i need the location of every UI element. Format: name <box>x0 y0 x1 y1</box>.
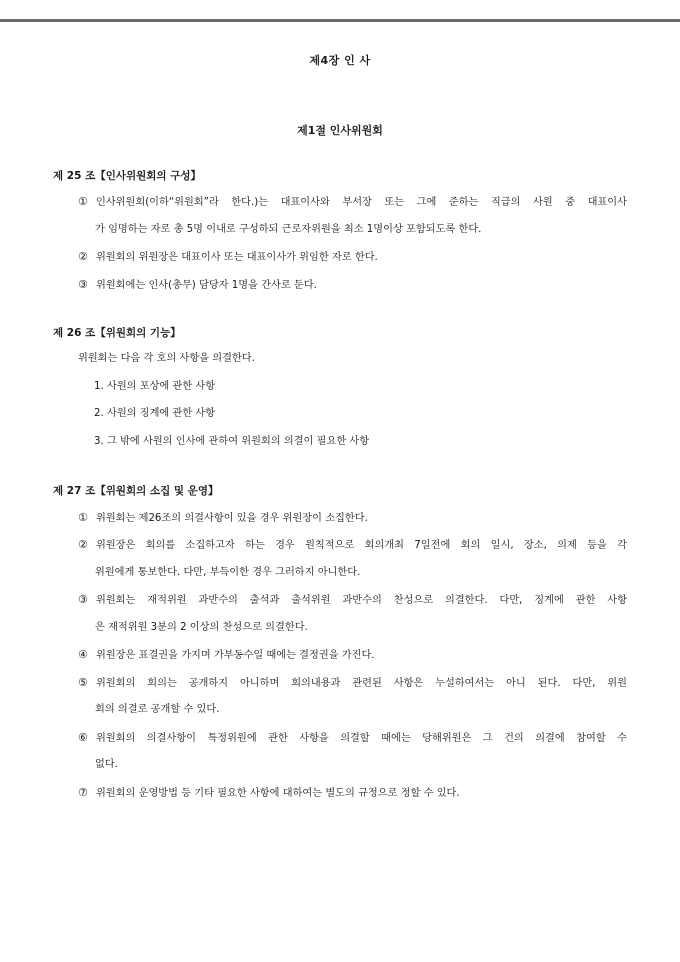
article-27-item-6-cont: 없다. <box>95 759 118 770</box>
article-27-item-5-cont: 회의 의결로 공개할 수 있다. <box>95 704 220 715</box>
item-marker: ① <box>78 511 88 524</box>
chapter-title: 제4장 인 사 <box>309 54 371 67</box>
item-marker: ③ <box>78 593 88 606</box>
item-marker: ③ <box>78 278 88 291</box>
item-marker: ② <box>78 250 88 263</box>
article-27-heading: 제 27 조【위원회의 소집 및 운영】 <box>53 485 219 497</box>
article-26-intro: 위원회는 다음 각 호의 사항을 의결한다. <box>78 353 255 364</box>
section-title: 제1절 인사위원회 <box>297 124 383 137</box>
item-marker: ① <box>78 195 88 208</box>
item-marker: ② <box>78 538 88 551</box>
article-27-item-5: ⑤ 위원회의 회의는 공개하지 아니하며 회의내용과 관련된 사항은 누설하여서는 아니 된다. 다만, 위원 <box>78 676 627 689</box>
article-26-item-3: 3. 그 밖에 사원의 인사에 관하여 위원회의 의결이 필요한 사항 <box>94 436 370 447</box>
article-25-item-1: ① 인사위원회(이하“위원회”라 한다.)는 대표이사와 부서장 또는 그에 준하는 직급의 사원 중 대표이사 <box>78 195 627 208</box>
item-number: 1. <box>94 381 104 392</box>
article-26-item-2: 2. 사원의 징계에 관한 사항 <box>94 408 216 419</box>
article-27-item-1: ① 위원회는 제26조의 의결사항이 있을 경우 위원장이 소집한다. <box>78 511 368 524</box>
item-marker: ⑥ <box>78 731 88 744</box>
article-27-item-7: ⑦ 위원회의 운영방법 등 기타 필요한 사항에 대하여는 별도의 규정으로 정할 수 있다. <box>78 786 460 799</box>
article-25-item-3: ③ 위원회에는 인사(총무) 담당자 1명을 간사로 둔다. <box>78 278 317 291</box>
page-top-rule <box>0 19 680 22</box>
article-27-item-6: ⑥ 위원회의 의결사항이 특정위원에 관한 사항을 의결할 때에는 당해위원은 그 건의 의결에 참여할 수 <box>78 731 627 744</box>
article-27-item-2-cont: 위원에게 통보한다. 다만, 부득이한 경우 그러하지 아니한다. <box>95 567 361 578</box>
article-25-heading: 제 25 조【인사위원회의 구성】 <box>53 170 202 182</box>
article-25-item-1-cont: 가 임명하는 자로 총 5명 이내로 구성하되 근로자위원을 최소 1명이상 포함되도록 한다. <box>95 224 482 235</box>
item-marker: ④ <box>78 648 88 661</box>
article-27-item-3-cont: 은 재적위원 3분의 2 이상의 찬성으로 의결한다. <box>95 622 308 633</box>
item-number: 2. <box>94 408 104 419</box>
item-marker: ⑦ <box>78 786 88 799</box>
item-number: 3. <box>94 436 104 447</box>
article-27-item-3: ③ 위원회는 재적위원 과반수의 출석과 출석위원 과반수의 찬성으로 의결한다. 다만, 징계에 관한 사항 <box>78 593 627 606</box>
article-25-item-2: ② 위원회의 위원장은 대표이사 또는 대표이사가 위임한 자로 한다. <box>78 250 378 263</box>
item-marker: ⑤ <box>78 676 88 689</box>
article-27-item-2: ② 위원장은 회의를 소집하고자 하는 경우 원칙적으로 회의개최 7일전에 회의 일시, 장소, 의제 등을 각 <box>78 538 627 551</box>
article-26-item-1: 1. 사원의 포상에 관한 사항 <box>94 381 216 392</box>
article-27-item-4: ④ 위원장은 표결권을 가지며 가부동수일 때에는 결정권을 가진다. <box>78 648 375 661</box>
article-26-heading: 제 26 조【위원회의 기능】 <box>53 327 181 339</box>
